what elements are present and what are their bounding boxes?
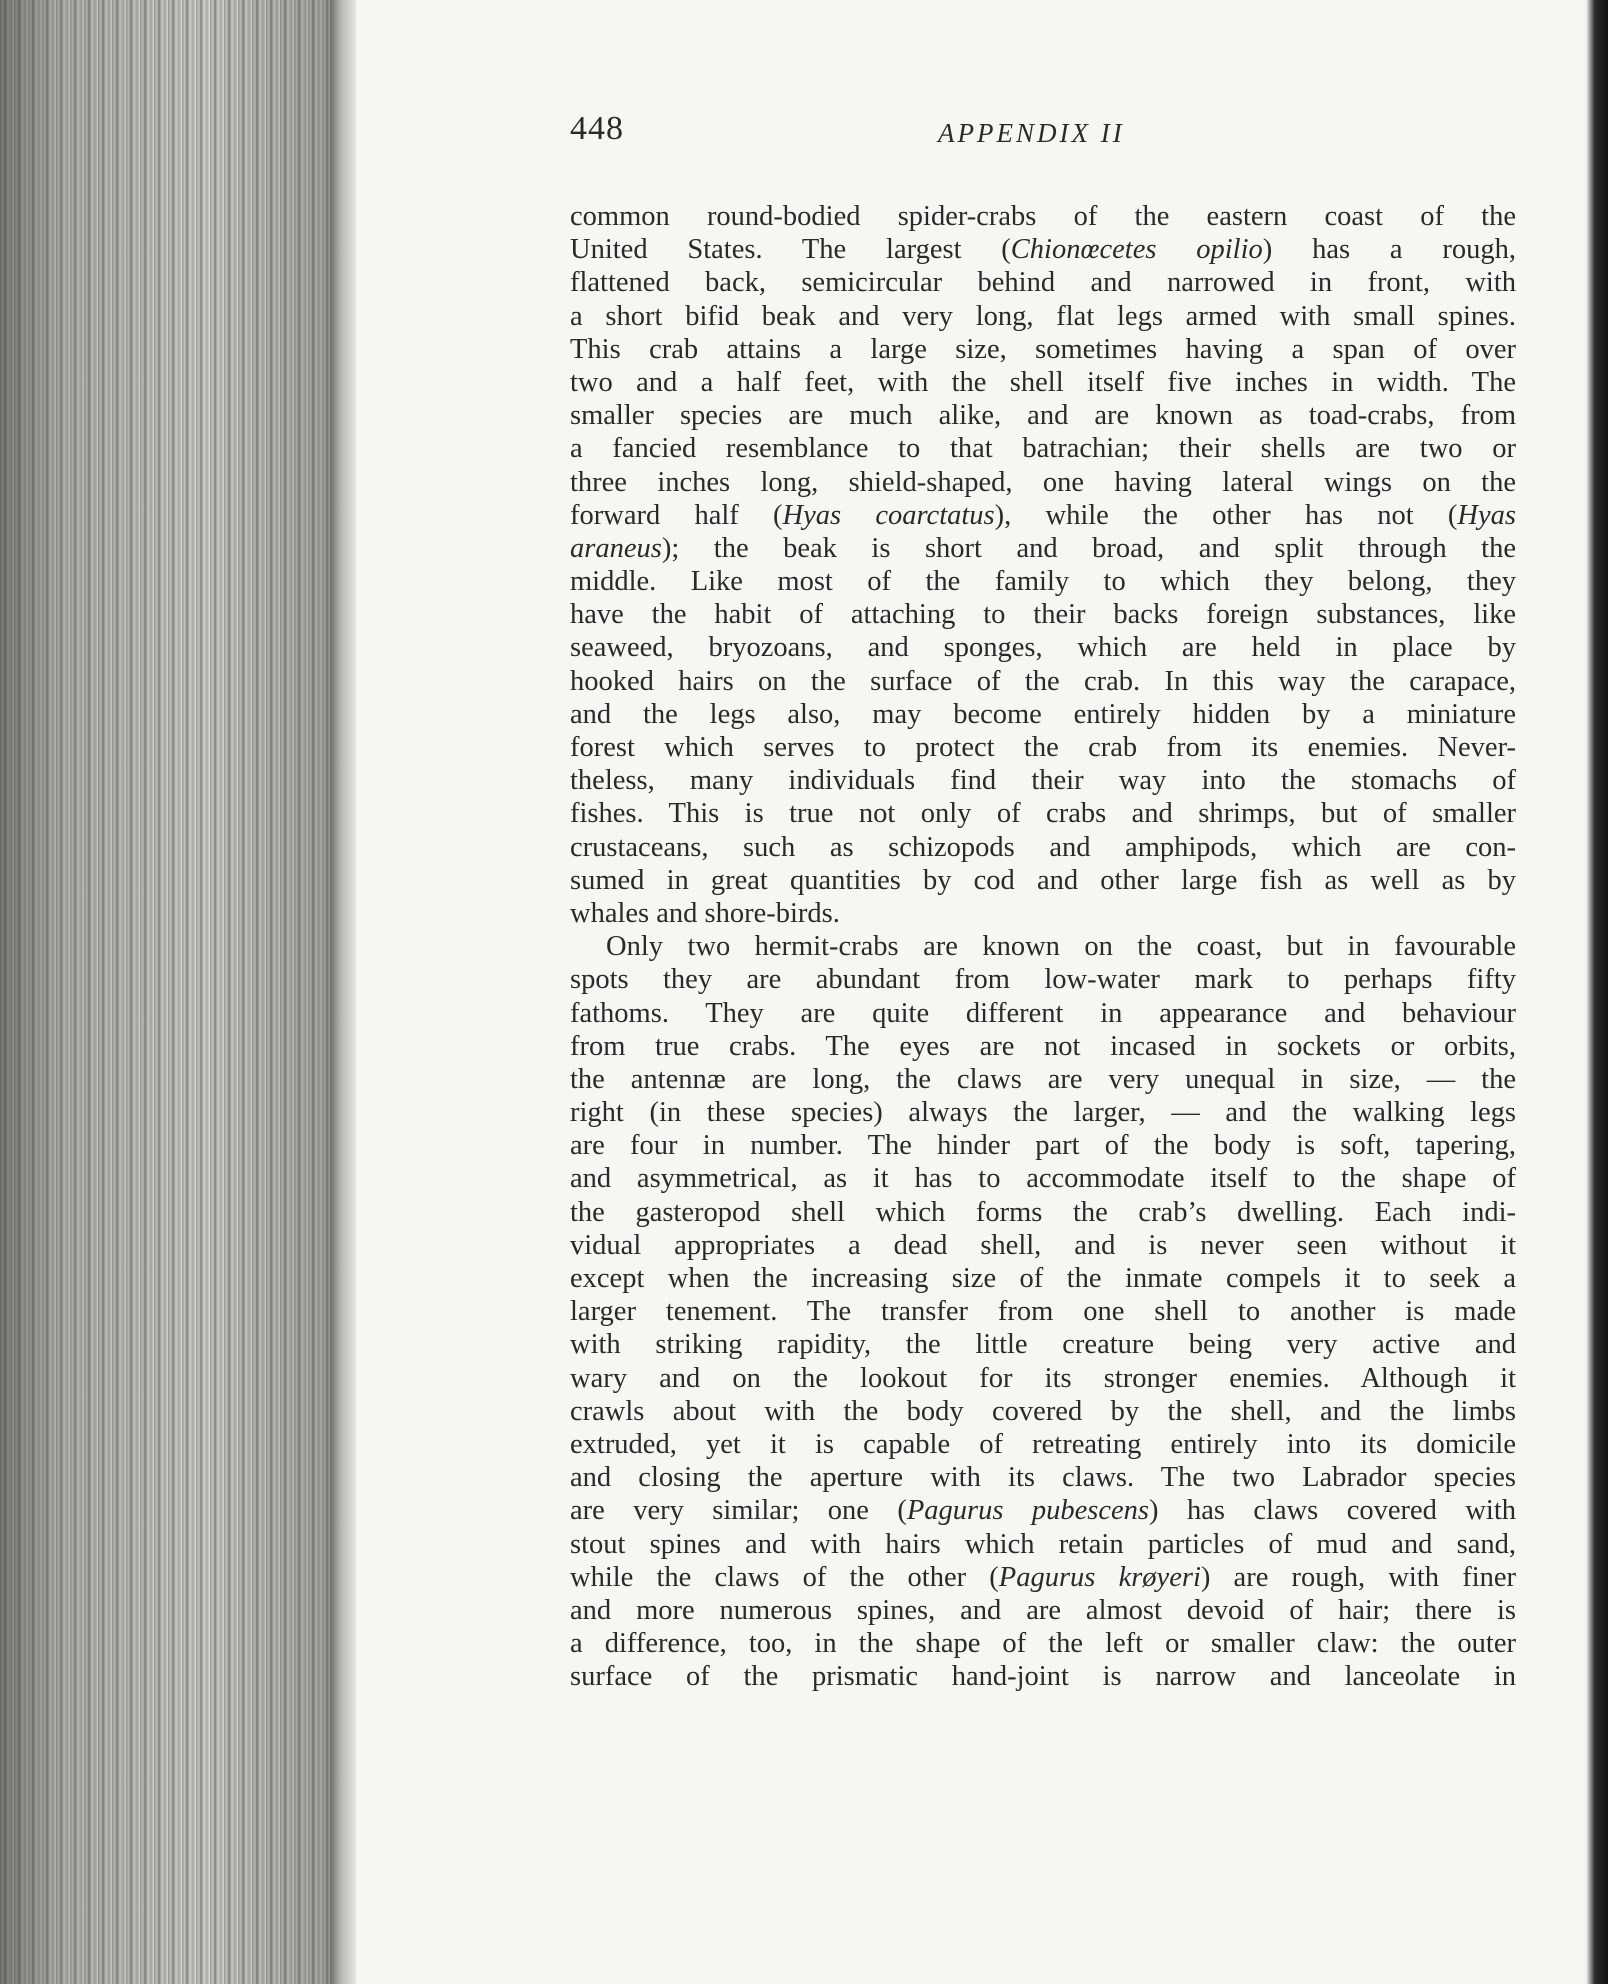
book-gutter [330,0,358,1984]
text-segment: stout spines and with hairs which retain particles of mud and sand, [570,1528,1516,1560]
text-segment: are very similar; one ( [570,1495,907,1527]
page-right-border [1586,0,1608,1984]
text-segment: the antennæ are long, the claws are very unequal in size, — the [570,1063,1516,1095]
text-line [570,997,1516,1030]
italic-species-name: Hyas coarctatus [782,499,995,531]
text-line [570,532,1516,565]
text-line [570,1461,1516,1494]
text-segment: larger tenement. The transfer from one shell to another is made [570,1296,1516,1328]
text-segment: three inches long, shield-shaped, one having lateral wings on the [570,466,1516,498]
text-line [570,1627,1516,1660]
text-segment: vidual appropriates a dead shell, and is never seen without it [570,1229,1516,1261]
text-segment: seaweed, bryozoans, and sponges, which are held in place by [570,632,1516,664]
text-segment: hooked hairs on the surface of the crab. In this way the carapace, [570,665,1516,697]
text-segment: ) has a rough, [1262,234,1516,266]
text-segment: smaller species are much alike, and are known as toad-crabs, from [570,400,1516,432]
text-segment: United States. The largest ( [570,234,1011,266]
text-line [570,1362,1516,1395]
text-line [570,499,1516,532]
text-segment: from true crabs. The eyes are not incased in sockets or orbits, [570,1030,1516,1062]
text-segment: and asymmetrical, as it has to accommodate itself to the shape of [570,1163,1516,1195]
text-segment: flattened back, semicircular behind and narrowed in front, with [570,267,1516,299]
text-line [570,366,1516,399]
text-segment: fishes. This is true not only of crabs and shrimps, but of smaller [570,798,1516,830]
text-line [570,1063,1516,1096]
text-line [570,797,1516,830]
text-line [570,1660,1516,1693]
text-segment: a difference, too, in the shape of the left or smaller claw: the outer [570,1628,1516,1660]
text-segment: crustaceans, such as schizopods and amphipods, which are con- [570,831,1516,863]
italic-species-name: Chionœcetes opilio [1010,234,1263,266]
text-segment: ); the beak is short and broad, and split through the [661,532,1516,564]
text-segment: and closing the aperture with its claws. The two Labrador species [570,1462,1516,1494]
text-segment: surface of the prismatic hand-joint is narrow and lanceolate in [570,1661,1516,1693]
text-segment: except when the increasing size of the inmate compels it to seek a [570,1263,1516,1294]
text-line [570,598,1516,631]
text-line [570,1428,1516,1461]
text-segment: with striking rapidity, the little creature being very active and [570,1329,1516,1361]
text-line [570,1594,1516,1627]
text-segment: two and a half feet, with the shell itself five inches in width. The [570,366,1516,398]
text-line [570,1528,1516,1561]
text-segment: a short bifid beak and very long, flat legs armed with small spines. [570,300,1516,332]
text-segment: forward half ( [570,499,783,531]
text-segment: whales and shore-birds. [570,897,840,929]
page-number: 448 [570,110,624,147]
text-segment: ), while the other has not ( [994,499,1458,531]
text-segment: sumed in great quantities by cod and other large fish as well as by [570,864,1516,896]
text-line [570,1096,1516,1129]
text-segment: This crab attains a large size, sometimes having a span of over [570,333,1516,365]
page-edge-shadow [0,0,345,1984]
text-line [570,1494,1516,1527]
text-segment: fathoms. They are quite different in appearance and behaviour [570,997,1516,1029]
text-line [570,432,1516,465]
text-line [570,897,1516,930]
text-segment: and more numerous spines, and are almost devoid of hair; there is [570,1594,1516,1626]
text-segment: common round-bodied spider-crabs of the eastern coast of the [570,201,1516,232]
text-line [570,1295,1516,1328]
italic-species-name: araneus [570,532,662,564]
text-line [570,731,1516,764]
text-segment: crawls about with the body covered by the shell, and the limbs [570,1395,1516,1427]
text-line [570,864,1516,897]
text-line [570,1561,1516,1594]
text-segment: middle. Like most of the family to which they belong, they [570,566,1516,598]
text-line [570,698,1516,731]
text-line [570,831,1516,864]
text-line [570,333,1516,366]
text-segment: and the legs also, may become entirely hidden by a miniature [570,698,1516,730]
text-line [570,1030,1516,1063]
text-line [570,399,1516,432]
text-segment: have the habit of attaching to their backs foreign substances, like [570,599,1516,631]
text-segment: Only two hermit-crabs are known on the coast, but in favourable [606,931,1516,963]
text-segment: spots they are abundant from low-water mark to perhaps fifty [570,964,1516,996]
text-segment: wary and on the lookout for its stronger enemies. Although it [570,1362,1516,1394]
text-segment: the gasteropod shell which forms the crab’s dwelling. Each indi- [570,1196,1516,1228]
text-line [570,200,1516,233]
text-segment: ) has claws covered with [1149,1495,1516,1527]
text-segment: are four in number. The hinder part of the body is soft, tapering, [570,1130,1516,1162]
text-line [570,764,1516,797]
text-line [570,1162,1516,1195]
body-text [570,200,1516,1693]
text-line [570,1129,1516,1162]
page-header [570,110,1516,160]
text-line [570,665,1516,698]
text-line [570,1196,1516,1229]
text-line [570,233,1516,266]
text-line [570,466,1516,499]
text-line [570,1229,1516,1262]
text-line [570,1262,1516,1295]
text-line [570,1395,1516,1428]
text-line [570,565,1516,598]
text-segment: a fancied resemblance to that batrachian; their shells are two or [570,433,1516,465]
italic-species-name: Pagurus pubescens [906,1495,1150,1527]
text-line [570,266,1516,299]
text-segment: forest which serves to protect the crab from its enemies. Never- [570,732,1516,763]
text-line [570,631,1516,664]
italic-species-name: Pagurus krøyeri [998,1561,1201,1593]
text-segment: while the claws of the other ( [570,1561,999,1593]
text-segment: theless, many individuals find their way into the stomachs of [570,765,1516,797]
text-line [570,300,1516,333]
text-segment: ) are rough, with finer [1200,1561,1517,1593]
text-line [570,1328,1516,1361]
text-segment: extruded, yet it is capable of retreating entirely into its domicile [570,1428,1516,1460]
italic-species-name: Hyas [1457,499,1516,531]
text-line [570,963,1516,996]
text-line [570,930,1516,963]
running-head: APPENDIX II [938,118,1125,148]
text-segment: right (in these species) always the larger, — and the walking legs [570,1097,1516,1129]
